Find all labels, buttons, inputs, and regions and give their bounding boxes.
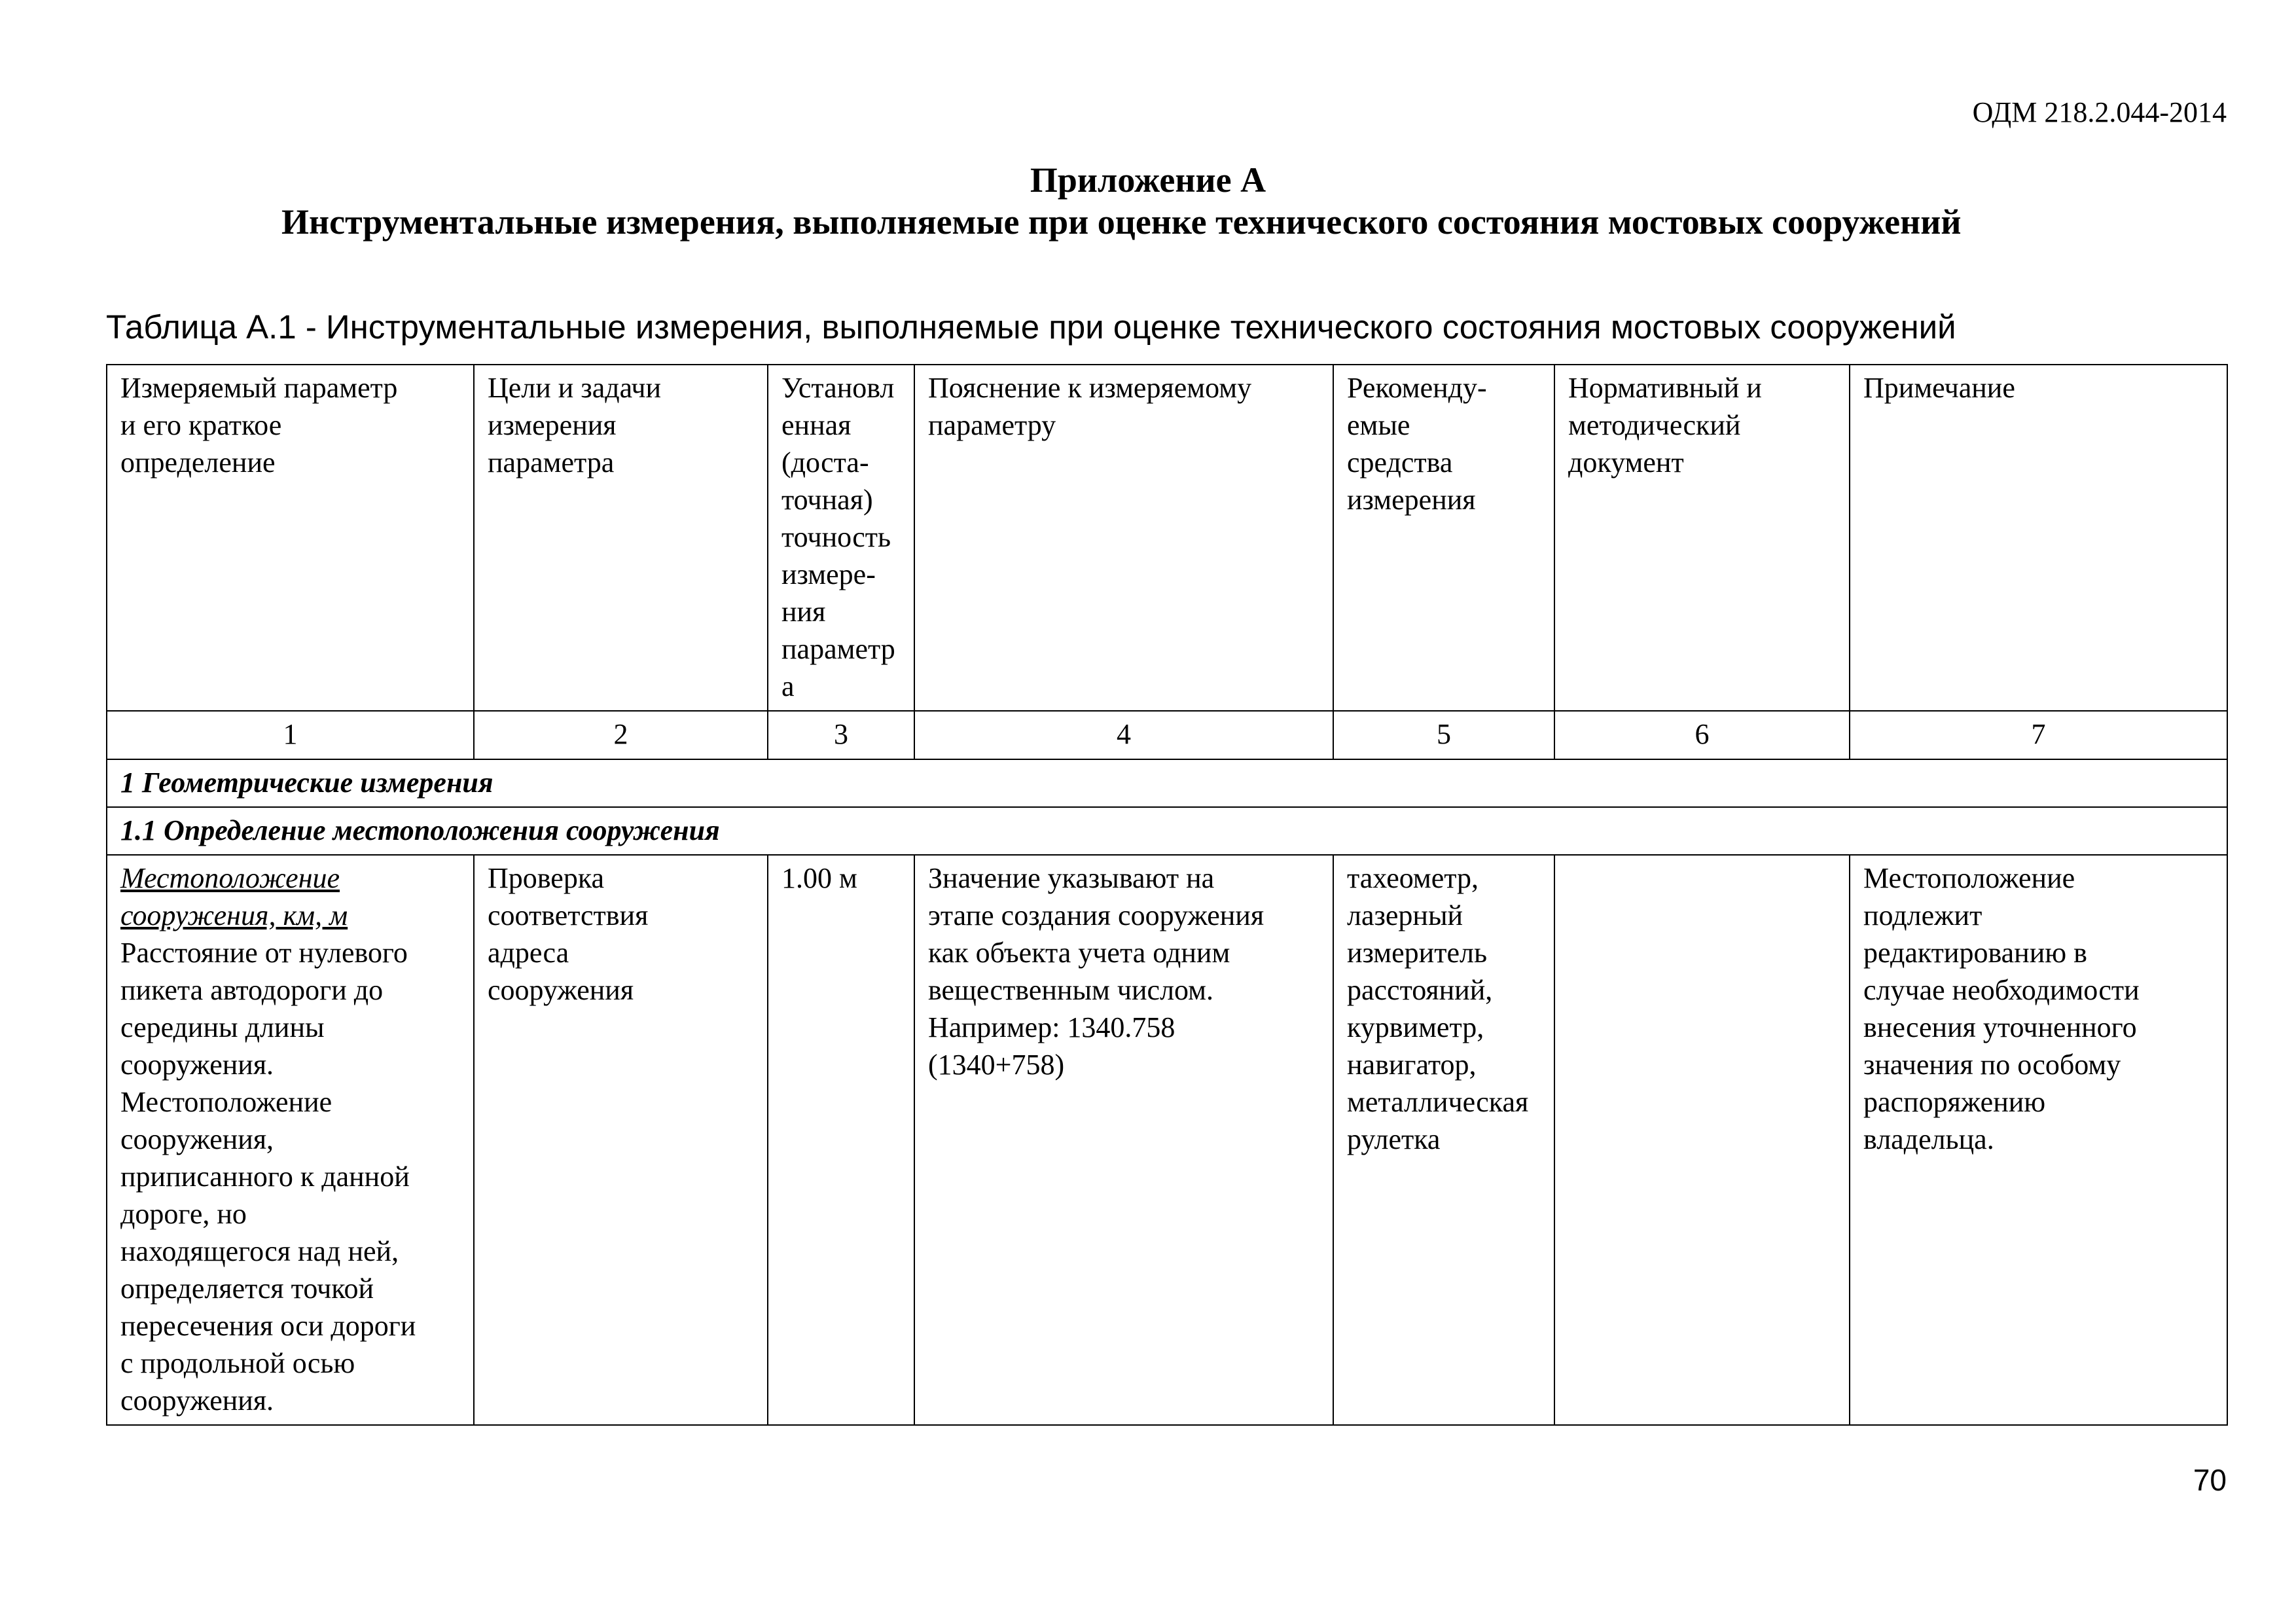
column-number: 2	[474, 711, 768, 759]
header-goals: Цели и задачи измерения параметра	[474, 365, 768, 711]
parameter-definition: Расстояние от нулевого пикета автодороги до середины длины сооружения. Местоположение сооружения, приписанного к данной дороге, но находящегося над ней, определяется точкой пересечения оси дороги с продольной осью сооружения.	[120, 937, 416, 1416]
appendix-title: Приложение А	[1030, 160, 1266, 200]
cell-goal: Проверка соответствия адреса сооружения	[474, 855, 768, 1425]
cell-instruments: тахеометр, лазерный измеритель расстояний, курвиметр, навигатор, металлическая рулетка	[1333, 855, 1554, 1425]
column-number: 1	[107, 711, 474, 759]
table-row	[107, 855, 2227, 1425]
cell-accuracy: 1.00 м	[768, 855, 914, 1425]
cell-normative-document	[1554, 855, 1850, 1425]
subsection-row	[107, 807, 2227, 855]
column-number: 5	[1333, 711, 1554, 759]
page-number: 70	[2193, 1463, 2227, 1497]
cell-measured-parameter	[107, 855, 474, 1425]
header-normative-document: Нормативный и методический документ	[1554, 365, 1850, 711]
column-number-row	[107, 711, 2227, 759]
appendix-subtitle: Инструментальные измерения, выполняемые при оценке технического состояния мостовых сооружений	[281, 202, 1962, 242]
table-header-row	[107, 365, 2227, 711]
subsection-location: 1.1 Определение местоположения сооружения	[107, 807, 2227, 855]
column-number: 4	[914, 711, 1333, 759]
header-accuracy: Установл енная (доста- точная) точность измере- ния параметр а	[768, 365, 914, 711]
parameter-name: Местоположение сооружения, км, м	[120, 862, 348, 931]
column-number: 6	[1554, 711, 1850, 759]
section-geometric-measurements: 1 Геометрические измерения	[107, 759, 2227, 807]
section-row	[107, 759, 2227, 807]
measurements-table	[106, 364, 2228, 1426]
header-note: Примечание	[1850, 365, 2227, 711]
column-number: 7	[1850, 711, 2227, 759]
cell-explanation: Значение указывают на этапе создания сооружения как объекта учета одним вещественным числом. Например: 1340.758 (1340+758)	[914, 855, 1333, 1425]
document-code: ОДМ 218.2.044-2014	[1972, 96, 2227, 128]
header-measured-parameter: Измеряемый параметр и его краткое определение	[107, 365, 474, 711]
table-caption: Таблица А.1 - Инструментальные измерения, выполняемые при оценке технического состояния мостовых сооружений	[106, 308, 1956, 346]
cell-note: Местоположение подлежит редактированию в случае необходимости внесения уточненного значения по особому распоряжению владельца.	[1850, 855, 2227, 1425]
header-instruments: Рекоменду- емые средства измерения	[1333, 365, 1554, 711]
header-explanation: Пояснение к измеряемому параметру	[914, 365, 1333, 711]
column-number: 3	[768, 711, 914, 759]
